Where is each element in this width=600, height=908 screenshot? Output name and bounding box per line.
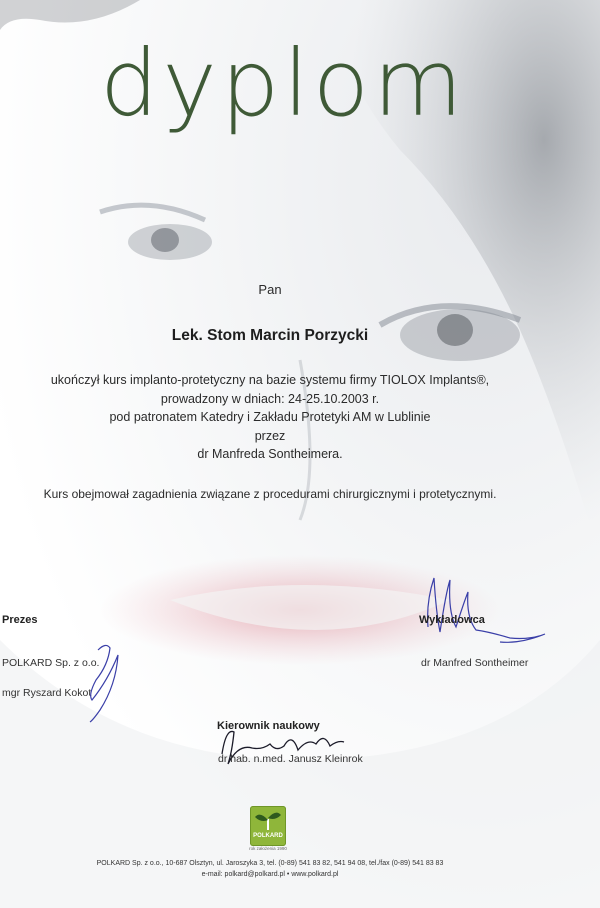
lecturer-signature xyxy=(420,572,560,647)
by-line: przez xyxy=(254,428,286,443)
patronage-line: pod patronatem Katedry i Zakładu Protetyki AM w Lublinie xyxy=(109,410,431,424)
recipient-name: Lek. Stom Marcin Porzycki xyxy=(171,327,369,344)
president-org: POLKARD Sp. z o.o. xyxy=(2,657,100,669)
footer-contact: e-mail: polkard@polkard.pl • www.polkard.pl xyxy=(201,871,339,878)
course-dates-line: prowadzony w dniach: 24-25.10.2003 r. xyxy=(160,391,380,406)
logo-wordmark: POLKARD xyxy=(253,833,283,839)
lecturer-line: dr Manfreda Sontheimera. xyxy=(197,447,343,461)
diploma-title: dyplom xyxy=(100,30,467,137)
salutation: Pan xyxy=(258,282,282,297)
course-scope: Kurs obejmował zagadnienia związane z procedurami chirurgicznymi i protetycznymi. xyxy=(43,487,497,501)
president-name: mgr Ryszard Kokot xyxy=(2,687,92,699)
president-role-label: Prezes xyxy=(2,614,38,626)
course-description xyxy=(0,371,540,464)
lecturer-name: dr Manfred Sontheimer xyxy=(421,657,529,669)
logo-tagline: rok założenia 1990 xyxy=(249,846,287,851)
scientific-lead-role-label: Kierownik naukowy xyxy=(217,720,320,732)
scientific-lead-name: dr hab. n.med. Janusz Kleinrok xyxy=(218,753,363,765)
polkard-logo xyxy=(250,806,286,846)
lecturer-role-label: Wykładowca xyxy=(419,614,485,626)
seedling-icon xyxy=(250,806,286,834)
president-signature xyxy=(78,640,128,725)
footer-address: POLKARD Sp. z o.o., 10-687 Olsztyn, ul. Jaroszyka 3, tel. (0-89) 541 83 82, 541 94 08, tel./fax (0-89) 541 83 83 xyxy=(96,860,444,867)
course-line: ukończył kurs implanto-protetyczny na bazie systemu firmy TIOLOX Implants®, xyxy=(50,373,490,387)
